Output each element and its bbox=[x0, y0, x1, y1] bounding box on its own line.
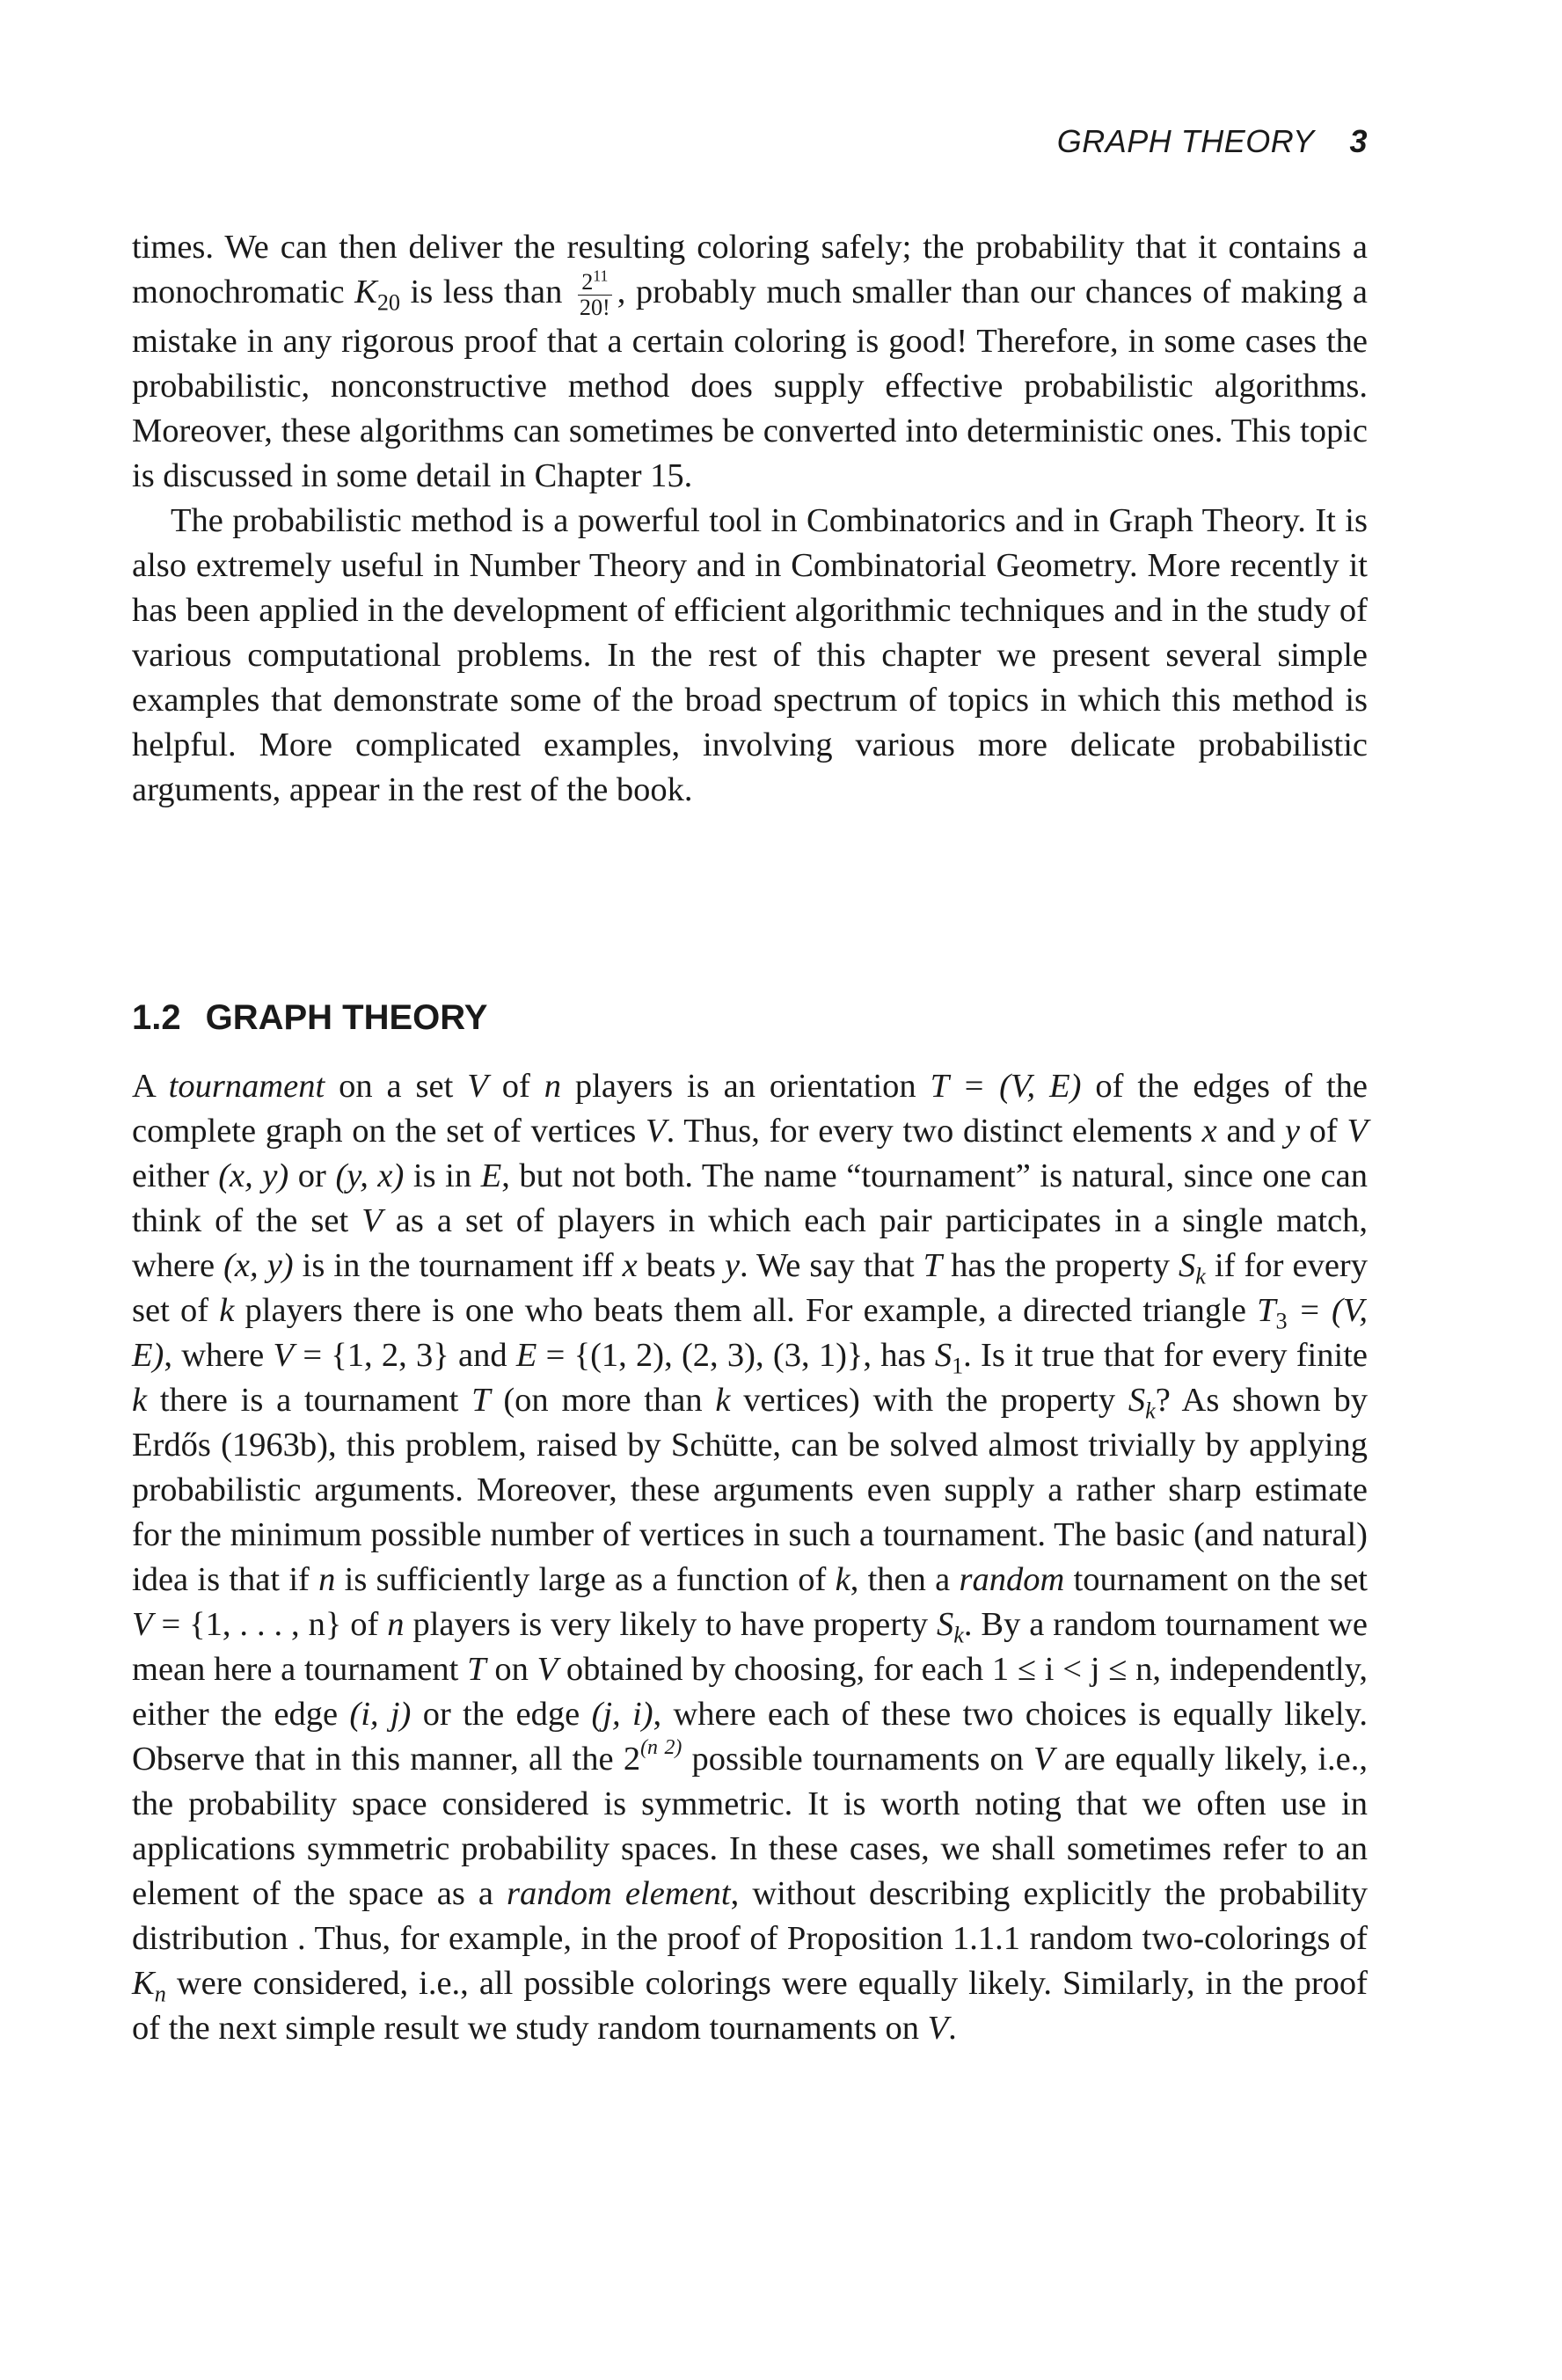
text-run: , then a bbox=[850, 1561, 960, 1598]
text-run: T bbox=[1257, 1292, 1276, 1329]
text-run: T = (V, E) bbox=[930, 1068, 1082, 1105]
text-run: E bbox=[515, 1337, 537, 1374]
text-run: or bbox=[288, 1157, 336, 1194]
math-k20: K bbox=[354, 274, 377, 310]
text-run: , without describing explicitly the probability distribution . Thus, for example, in the proof of Proposition 1.1.1 random two-colorings of bbox=[132, 1875, 1369, 1957]
text-block-intro bbox=[132, 225, 1368, 813]
text-run: . We say that bbox=[740, 1247, 923, 1284]
running-title: GRAPH THEORY bbox=[1056, 123, 1315, 159]
text-run: there is a tournament bbox=[147, 1382, 472, 1419]
text-run: k bbox=[715, 1382, 731, 1419]
text-run: n bbox=[154, 1981, 166, 2007]
text-run: or the edge bbox=[411, 1696, 592, 1733]
text-block-tournament bbox=[132, 1064, 1368, 2051]
text-run: = {1, 2, 3} and bbox=[294, 1337, 516, 1374]
text-run: 3 bbox=[1275, 1308, 1288, 1334]
text-run: n bbox=[318, 1561, 336, 1598]
text-run: E bbox=[480, 1157, 502, 1194]
text-run: V bbox=[536, 1651, 558, 1688]
text-run: , but not both. The name “tournament” is natural, since one can think of the set bbox=[132, 1157, 1368, 1239]
text-run: T bbox=[471, 1382, 491, 1419]
text-run: T bbox=[467, 1651, 486, 1688]
text-run: K bbox=[132, 1965, 155, 2002]
text-run: (i, j) bbox=[349, 1696, 412, 1733]
text-run: x bbox=[622, 1247, 638, 1284]
text-run: are equally likely, i.e., the probability space considered is symmetric. It is worth noting that we often use in applications symmetric probability spaces. In these cases, we shall sometimes refer to an element of the space as a bbox=[132, 1741, 1368, 1912]
text-run: as a set of players in which each pair participates in a single match, where bbox=[132, 1202, 1368, 1284]
math-subscript: 20 bbox=[376, 289, 401, 316]
text-run: k bbox=[219, 1292, 235, 1329]
text-run: k bbox=[132, 1382, 148, 1419]
text-run: V bbox=[467, 1068, 488, 1105]
text-run: S bbox=[934, 1337, 953, 1374]
text-run: 1 bbox=[952, 1353, 964, 1379]
text-run: 2 bbox=[581, 269, 594, 296]
text-run: k bbox=[835, 1561, 850, 1598]
paragraph-probabilistic-method: The probabilistic method is a powerful tool in Combinatorics and in Graph Theory. It is also extremely useful in Number Theory and in Combinatorial Geometry. More recently it has been applied in the development of efficient algorithmic techniques and in the study of various computational problems. In the rest of this chapter we present several simple examples that demonstrate some of the broad spectrum of topics in which this method is helpful. More complicated examples, involving various more delicate probabilistic arguments, appear in the rest of the book. bbox=[132, 502, 1368, 809]
text-run: players is very likely to have property bbox=[404, 1606, 937, 1643]
text-run: , where each of these two choices is equally likely. Observe that in this manner, all the bbox=[132, 1696, 1368, 1778]
text-run: y bbox=[724, 1247, 741, 1284]
text-run: k bbox=[953, 1622, 964, 1648]
text-run: (x, y) bbox=[223, 1247, 294, 1284]
text-run: . Thus, for every two distinct elements bbox=[666, 1113, 1202, 1150]
text-run: V bbox=[927, 2010, 949, 2047]
paragraph-times bbox=[132, 225, 1368, 499]
text-run: is in the tournament iff bbox=[293, 1247, 623, 1284]
text-run: n bbox=[544, 1068, 561, 1105]
text-run: on bbox=[485, 1651, 537, 1688]
text-run: T bbox=[923, 1247, 943, 1284]
text-run: either bbox=[132, 1157, 219, 1194]
section-heading bbox=[132, 998, 487, 1038]
text-run: has the property bbox=[942, 1247, 1179, 1284]
text-run: S bbox=[1128, 1382, 1146, 1419]
text-run: obtained by choosing, for each 1 ≤ i < j ≤ n, independently, either the edge bbox=[132, 1651, 1369, 1733]
text-run: (y, x) bbox=[335, 1157, 405, 1194]
fraction-denominator: 20! bbox=[579, 294, 610, 320]
text-run: players is an orientation bbox=[560, 1068, 931, 1105]
text-run: if for every set of bbox=[132, 1247, 1369, 1329]
text-run: x bbox=[1201, 1113, 1217, 1150]
fraction bbox=[578, 266, 612, 320]
text-run: V bbox=[1347, 1113, 1368, 1150]
text-run: A bbox=[132, 1068, 169, 1105]
text-run: n bbox=[387, 1606, 405, 1643]
text-run: k bbox=[1145, 1398, 1156, 1424]
text-run: and bbox=[1216, 1113, 1285, 1150]
text-run: = {(1, 2), (2, 3), (3, 1)}, has bbox=[536, 1337, 935, 1374]
section-title: GRAPH THEORY bbox=[205, 998, 488, 1037]
text-run: tournament on the set bbox=[1064, 1561, 1368, 1598]
text-run: ? As shown by Erdős (1963b), this problem, raised by Schütte, can be solved almost trivially by applying probabilistic arguments. Moreover, these arguments even supply a rather sharp estimate for the minimum possible number of vertices in such a tournament. The basic (and natural) idea is that if bbox=[132, 1382, 1368, 1598]
text-run: S bbox=[936, 1606, 954, 1643]
text-run: is in bbox=[404, 1157, 481, 1194]
text-run: = (V, E) bbox=[132, 1292, 1368, 1374]
text-run: k bbox=[1195, 1263, 1206, 1289]
text-run: of bbox=[487, 1068, 544, 1105]
text-run: , probably much smaller than our chances of making a mistake in any rigorous proof that a certain coloring is good! Therefore, in some cases the probabilistic, nonconstructive method does supply effective probabilistic algorithms. Moreover, these algorithms can sometimes be converted into deterministic ones. This topic is discussed in some detail in Chapter 15. bbox=[132, 274, 1368, 495]
text-run: beats bbox=[637, 1247, 725, 1284]
text-run: (on more than bbox=[490, 1382, 716, 1419]
text-run: 2 bbox=[623, 1741, 641, 1778]
text-run: (j, i) bbox=[591, 1696, 653, 1733]
binomial-exponent: (n 2) bbox=[640, 1736, 682, 1760]
text-run: V bbox=[1033, 1741, 1055, 1778]
text-run: . By a random tournament we mean here a tournament bbox=[132, 1606, 1368, 1688]
text-run: V bbox=[361, 1202, 383, 1239]
text-run: , where bbox=[164, 1337, 274, 1374]
emphasis-tournament: tournament bbox=[168, 1068, 325, 1105]
section-number: 1.2 bbox=[132, 998, 181, 1037]
paragraph-tournament bbox=[132, 1064, 1368, 2051]
page-number: 3 bbox=[1349, 123, 1368, 159]
text-run: V bbox=[646, 1113, 667, 1150]
text-run: of bbox=[1299, 1113, 1347, 1150]
fraction-numerator bbox=[578, 266, 612, 296]
text-run: were considered, i.e., all possible colorings were equally likely. Similarly, in the proof of the next simple result we study random tournaments on bbox=[132, 1965, 1368, 2047]
text-run: possible tournaments on bbox=[682, 1741, 1034, 1778]
text-run: of the edges of the complete graph on the set of vertices bbox=[132, 1068, 1369, 1150]
text-run: . Is it true that for every finite bbox=[963, 1337, 1368, 1374]
text-run: vertices) with the property bbox=[730, 1382, 1128, 1419]
text-run: is sufficiently large as a function of bbox=[335, 1561, 836, 1598]
emphasis-random-element: random element bbox=[507, 1875, 731, 1912]
text-run: V bbox=[273, 1337, 295, 1374]
text-run: S bbox=[1179, 1247, 1196, 1284]
text-run: on a set bbox=[325, 1068, 468, 1105]
text-run: y bbox=[1284, 1113, 1300, 1150]
text-run: is less than bbox=[400, 274, 573, 310]
text-run: players there is one who beats them all. For example, a directed triangle bbox=[234, 1292, 1258, 1329]
running-head bbox=[132, 123, 1368, 160]
text-run: = {1, . . . , n} of bbox=[152, 1606, 388, 1643]
text-run: V bbox=[132, 1606, 153, 1643]
emphasis-random: random bbox=[959, 1561, 1065, 1598]
text-run: . bbox=[948, 2010, 957, 2047]
exponent: 11 bbox=[593, 266, 609, 285]
text-run: (x, y) bbox=[218, 1157, 289, 1194]
text-run: times. We can then deliver the resulting coloring safely; the probability that it contains a monochromatic bbox=[132, 229, 1368, 310]
